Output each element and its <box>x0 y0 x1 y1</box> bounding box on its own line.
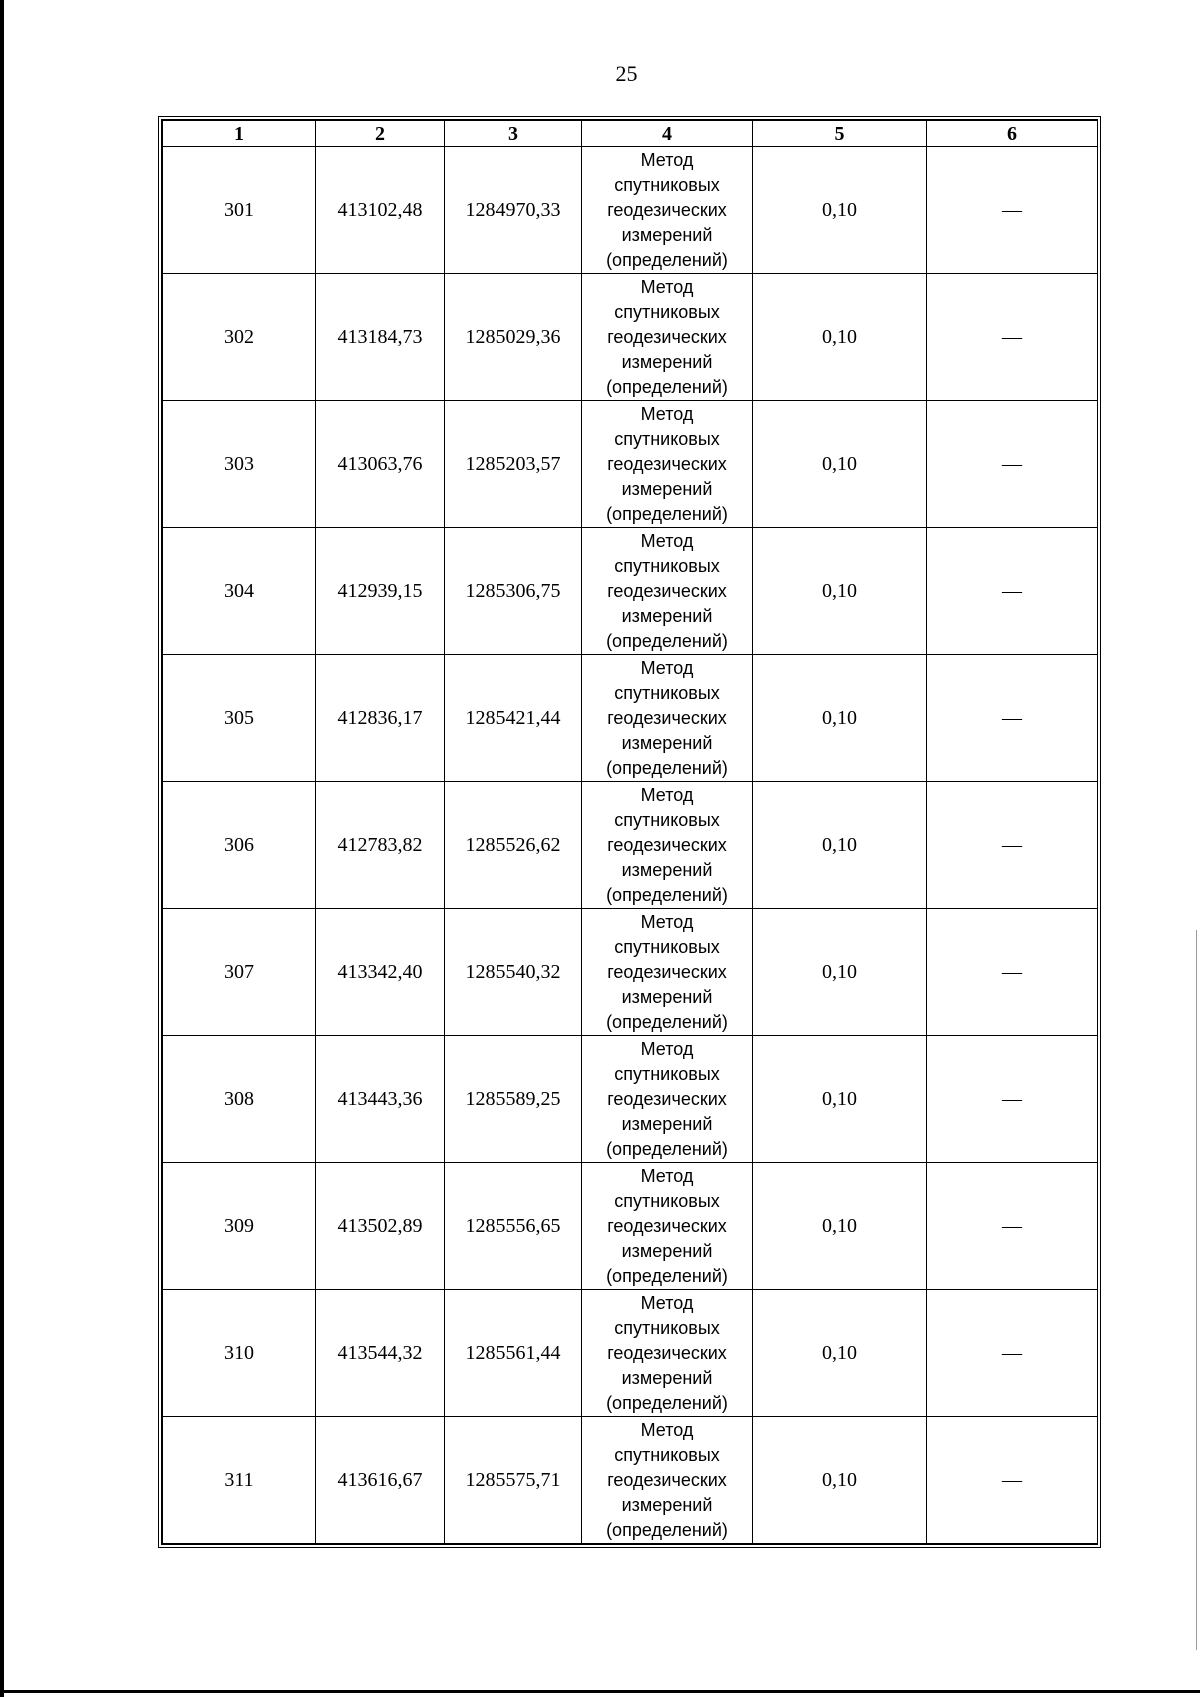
column-header: 1 <box>163 121 316 147</box>
x-coordinate-cell: 413342,40 <box>316 909 445 1036</box>
accuracy-cell: 0,10 <box>753 782 927 909</box>
method-text-line: спутниковых <box>614 1063 720 1084</box>
point-number-cell: 311 <box>163 1417 316 1544</box>
method-text-line: измерений <box>621 478 713 499</box>
method-text-line: Метод <box>640 403 694 424</box>
table-row <box>163 655 1098 782</box>
method-text-line: геодезических <box>607 326 727 347</box>
method-text-line: геодезических <box>607 961 727 982</box>
method-text-line: Метод <box>640 1165 694 1186</box>
method-text-line: (определений) <box>606 757 728 778</box>
method-text-line: измерений <box>621 732 713 753</box>
description-cell: — <box>927 274 1098 401</box>
x-coordinate-cell: 413443,36 <box>316 1036 445 1163</box>
x-coordinate-cell: 413502,89 <box>316 1163 445 1290</box>
point-number-cell: 302 <box>163 274 316 401</box>
method-cell <box>582 528 753 655</box>
method-cell <box>582 782 753 909</box>
method-cell <box>582 909 753 1036</box>
point-number-cell: 308 <box>163 1036 316 1163</box>
method-text-line: Метод <box>640 911 694 932</box>
table-row <box>163 274 1098 401</box>
method-text-line: (определений) <box>606 1519 728 1540</box>
method-text-line: Метод <box>640 1038 694 1059</box>
scan-right-edge <box>1196 930 1197 1650</box>
method-text-line: спутниковых <box>614 1317 720 1338</box>
accuracy-cell: 0,10 <box>753 528 927 655</box>
method-text-line: спутниковых <box>614 682 720 703</box>
method-text-line: геодезических <box>607 1088 727 1109</box>
x-coordinate-cell: 413544,32 <box>316 1290 445 1417</box>
method-text-line: геодезических <box>607 707 727 728</box>
description-cell: — <box>927 909 1098 1036</box>
method-text-line: (определений) <box>606 1392 728 1413</box>
y-coordinate-cell: 1284970,33 <box>445 147 582 274</box>
accuracy-cell: 0,10 <box>753 909 927 1036</box>
x-coordinate-cell: 413184,73 <box>316 274 445 401</box>
method-text-line: геодезических <box>607 580 727 601</box>
method-text-line: измерений <box>621 859 713 880</box>
y-coordinate-cell: 1285561,44 <box>445 1290 582 1417</box>
method-text-line: (определений) <box>606 249 728 270</box>
method-text-line: геодезических <box>607 1215 727 1236</box>
method-cell <box>582 1417 753 1544</box>
method-cell <box>582 147 753 274</box>
column-header: 6 <box>927 121 1098 147</box>
method-text-line: (определений) <box>606 503 728 524</box>
accuracy-cell: 0,10 <box>753 1290 927 1417</box>
y-coordinate-cell: 1285589,25 <box>445 1036 582 1163</box>
method-text-line: спутниковых <box>614 428 720 449</box>
y-coordinate-cell: 1285029,36 <box>445 274 582 401</box>
accuracy-cell: 0,10 <box>753 274 927 401</box>
accuracy-cell: 0,10 <box>753 1163 927 1290</box>
method-text-line: спутниковых <box>614 1190 720 1211</box>
description-cell: — <box>927 1036 1098 1163</box>
description-cell: — <box>927 1290 1098 1417</box>
point-number-cell: 305 <box>163 655 316 782</box>
method-text-line: измерений <box>621 605 713 626</box>
method-text-line: геодезических <box>607 1469 727 1490</box>
method-cell <box>582 274 753 401</box>
scan-bottom-edge <box>0 1690 1200 1693</box>
column-header: 2 <box>316 121 445 147</box>
method-text-line: измерений <box>621 351 713 372</box>
description-cell: — <box>927 401 1098 528</box>
method-text-line: Метод <box>640 1419 694 1440</box>
table-row <box>163 1290 1098 1417</box>
method-text-line: измерений <box>621 1240 713 1261</box>
method-cell <box>582 1036 753 1163</box>
coordinates-table <box>162 120 1098 1544</box>
accuracy-cell: 0,10 <box>753 147 927 274</box>
method-text-line: Метод <box>640 1292 694 1313</box>
table-row <box>163 909 1098 1036</box>
x-coordinate-cell: 412939,15 <box>316 528 445 655</box>
y-coordinate-cell: 1285306,75 <box>445 528 582 655</box>
column-header: 3 <box>445 121 582 147</box>
x-coordinate-cell: 412783,82 <box>316 782 445 909</box>
method-text-line: измерений <box>621 1113 713 1134</box>
method-text-line: (определений) <box>606 376 728 397</box>
method-cell <box>582 401 753 528</box>
table-row <box>163 782 1098 909</box>
method-cell <box>582 1163 753 1290</box>
accuracy-cell: 0,10 <box>753 1417 927 1544</box>
method-cell <box>582 1290 753 1417</box>
method-text-line: спутниковых <box>614 174 720 195</box>
point-number-cell: 306 <box>163 782 316 909</box>
table-row <box>163 1417 1098 1544</box>
scan-left-edge <box>0 0 4 1697</box>
method-text-line: спутниковых <box>614 1444 720 1465</box>
method-text-line: измерений <box>621 1494 713 1515</box>
method-text-line: геодезических <box>607 453 727 474</box>
method-text-line: (определений) <box>606 1138 728 1159</box>
x-coordinate-cell: 413063,76 <box>316 401 445 528</box>
y-coordinate-cell: 1285421,44 <box>445 655 582 782</box>
x-coordinate-cell: 413616,67 <box>316 1417 445 1544</box>
y-coordinate-cell: 1285540,32 <box>445 909 582 1036</box>
method-text-line: спутниковых <box>614 809 720 830</box>
description-cell: — <box>927 528 1098 655</box>
table-header-row <box>163 121 1098 147</box>
description-cell: — <box>927 1417 1098 1544</box>
y-coordinate-cell: 1285203,57 <box>445 401 582 528</box>
coordinates-table-frame <box>158 116 1101 1548</box>
method-text-line: спутниковых <box>614 936 720 957</box>
method-text-line: Метод <box>640 657 694 678</box>
method-text-line: Метод <box>640 149 694 170</box>
description-cell: — <box>927 782 1098 909</box>
method-text-line: Метод <box>640 276 694 297</box>
method-text-line: (определений) <box>606 1265 728 1286</box>
method-text-line: геодезических <box>607 1342 727 1363</box>
column-header: 4 <box>582 121 753 147</box>
point-number-cell: 304 <box>163 528 316 655</box>
y-coordinate-cell: 1285556,65 <box>445 1163 582 1290</box>
column-header: 5 <box>753 121 927 147</box>
method-text-line: спутниковых <box>614 301 720 322</box>
point-number-cell: 303 <box>163 401 316 528</box>
description-cell: — <box>927 147 1098 274</box>
point-number-cell: 301 <box>163 147 316 274</box>
method-text-line: Метод <box>640 530 694 551</box>
point-number-cell: 309 <box>163 1163 316 1290</box>
table-row <box>163 528 1098 655</box>
accuracy-cell: 0,10 <box>753 655 927 782</box>
table-row <box>163 401 1098 528</box>
method-text-line: геодезических <box>607 834 727 855</box>
description-cell: — <box>927 1163 1098 1290</box>
table-body <box>163 147 1098 1544</box>
accuracy-cell: 0,10 <box>753 401 927 528</box>
point-number-cell: 307 <box>163 909 316 1036</box>
table-row <box>163 147 1098 274</box>
table-row <box>163 1036 1098 1163</box>
table-row <box>163 1163 1098 1290</box>
method-text-line: (определений) <box>606 630 728 651</box>
method-text-line: геодезических <box>607 199 727 220</box>
x-coordinate-cell: 413102,48 <box>316 147 445 274</box>
method-text-line: измерений <box>621 224 713 245</box>
accuracy-cell: 0,10 <box>753 1036 927 1163</box>
x-coordinate-cell: 412836,17 <box>316 655 445 782</box>
point-number-cell: 310 <box>163 1290 316 1417</box>
y-coordinate-cell: 1285526,62 <box>445 782 582 909</box>
method-text-line: (определений) <box>606 884 728 905</box>
method-text-line: (определений) <box>606 1011 728 1032</box>
method-cell <box>582 655 753 782</box>
method-text-line: измерений <box>621 986 713 1007</box>
method-text-line: измерений <box>621 1367 713 1388</box>
y-coordinate-cell: 1285575,71 <box>445 1417 582 1544</box>
method-text-line: спутниковых <box>614 555 720 576</box>
method-text-line: Метод <box>640 784 694 805</box>
page-number: 25 <box>615 61 638 86</box>
description-cell: — <box>927 655 1098 782</box>
